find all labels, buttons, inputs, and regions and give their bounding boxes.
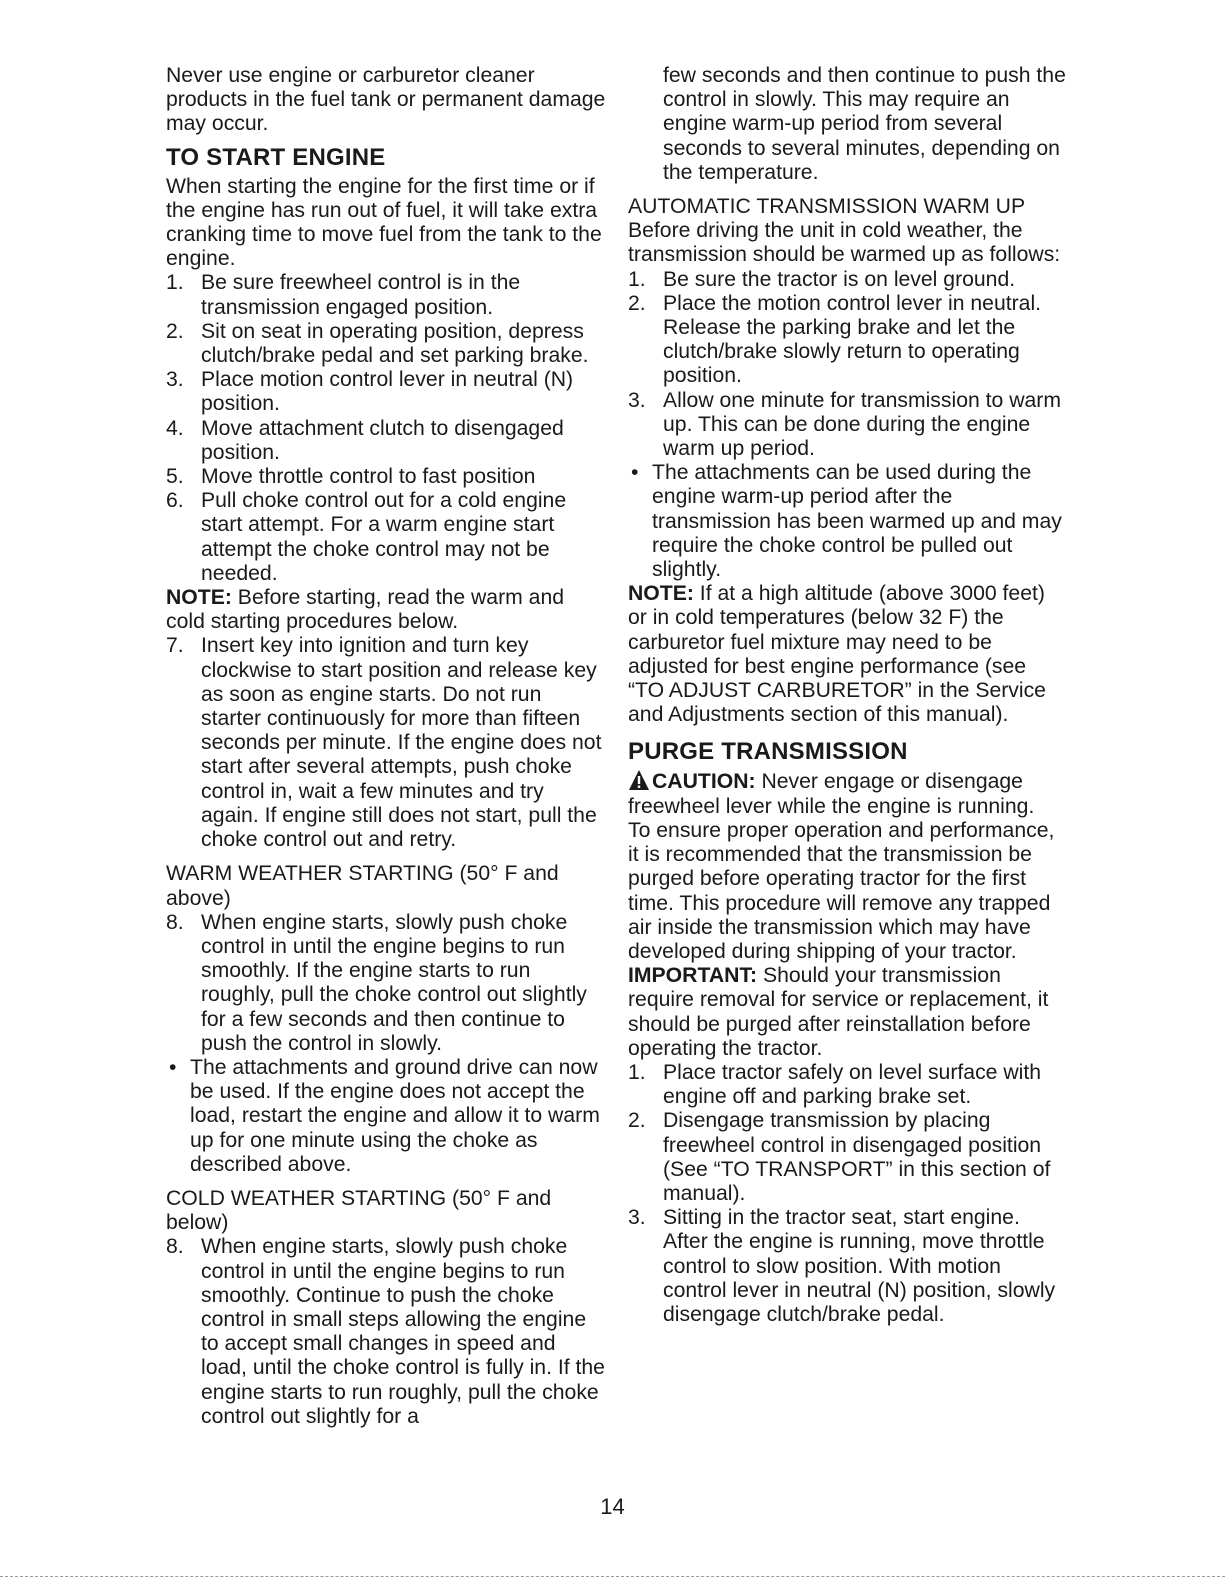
list-item: 5. Move throttle control to fast position	[166, 465, 536, 489]
important-paragraph: IMPORTANT: Should your transmission require removal for service or replacement, it should be purged after reinstallation before operating the tractor.	[628, 964, 1049, 1060]
list-item: 3. Allow one minute for transmission to warm up. This can be done during the engine warm up period.	[628, 388, 1062, 461]
to-start-engine-heading: TO START ENGINE	[166, 143, 386, 171]
warning-triangle-icon	[628, 769, 650, 791]
important-label: IMPORTANT:	[628, 964, 758, 988]
start-steps-list	[166, 271, 606, 586]
page-number: 14	[600, 1494, 625, 1519]
note-label: NOTE:	[166, 586, 232, 610]
list-item: 8. When engine starts, slowly push choke control in until the engine begins to run smoothly. If the engine starts to run roughly, pull the choke control out slightly for a few seconds and then continue to push the control in slowly.	[166, 910, 587, 1055]
bottom-divider	[0, 1576, 1225, 1577]
bullet-icon: •	[169, 1055, 177, 1079]
bullet-icon: •	[631, 461, 639, 485]
list-item: 2. Disengage transmission by placing freewheel control in disengaged position (See “TO TRANSPORT” in this section of manual).	[628, 1109, 1051, 1205]
left-column	[166, 64, 606, 1429]
altitude-note-paragraph: NOTE: If at a high altitude (above 3000 feet) or in cold temperatures (below 32 F) the carburetor fuel mixture may need to be adjusted for best engine performance (see “TO ADJUST CARBURETOR” in the Service and Adjustments section of this manual).	[628, 582, 1046, 727]
purge-transmission-heading: PURGE TRANSMISSION	[628, 738, 908, 766]
list-item: 8. When engine starts, slowly push choke control in until the engine begins to run smoothly. Continue to push the choke control in small steps allowing the engine to accept small changes in speed and load, until the choke control is fully in. If the engine starts to run roughly, pull the choke control out slightly for a	[166, 1235, 605, 1428]
warm-bullet: • The attachments and ground drive can now be used. If the engine does not accept the load, restart the engine and allow it to warm up for one minute using the choke as described above.	[169, 1055, 600, 1176]
cold-weather-heading: COLD WEATHER STARTING (50° F and below)	[166, 1186, 552, 1235]
cold-steps-list	[166, 1235, 606, 1429]
note-label: NOTE:	[628, 582, 694, 606]
intro-paragraph: Never use engine or carburetor cleaner products in the fuel tank or permanent damage may occur.	[166, 64, 606, 136]
list-item: 1. Be sure the tractor is on level ground.	[628, 267, 1016, 291]
list-item: 2. Sit on seat in operating position, depress clutch/brake pedal and set parking brake.	[166, 319, 589, 368]
purge-paragraph: To ensure proper operation and performance, it is recommended that the transmission be purged before operating tractor for the first time. This procedure will remove any trapped air inside the transmission which may have developed during shipping of your tractor.	[628, 818, 1055, 963]
list-item: 4. Move attachment clutch to disengaged position.	[166, 416, 564, 464]
list-item: 3. Place motion control lever in neutral (N) position.	[166, 368, 574, 416]
list-item: 7. Insert key into ignition and turn key clockwise to start position and release key as soon as engine starts. Do not run starter continuously for more than fifteen seconds per minute. If the engine does not start after several attempts, push choke control in, wait a few minutes and try again. If engine still does not start, pull the choke control out and retry.	[166, 634, 602, 852]
automatic-transmission-paragraph: Before driving the unit in cold weather, the transmission should be warmed up as follows:	[628, 219, 1061, 267]
right-column	[628, 64, 1068, 1327]
auto-bullet: • The attachments can be used during the engine warm-up period after the transmission has been warmed up and may require the choke control be pulled out slightly.	[631, 461, 1062, 582]
list-item: 3. Sitting in the tractor seat, start engine. After the engine is running, move throttle control to slow position. With motion control lever in neutral (N) position, slowly disengage clutch/brake pedal.	[628, 1206, 1056, 1326]
caution-label: CAUTION:	[652, 770, 756, 794]
warm-weather-heading: WARM WEATHER STARTING (50° F and above)	[166, 862, 559, 910]
automatic-transmission-heading: AUTOMATIC TRANSMISSION WARM UP	[628, 195, 1026, 219]
list-item: 1. Place tractor safely on level surface with engine off and parking brake set.	[628, 1060, 1042, 1109]
caution-paragraph: CAUTION: Never engage or disengage freewheel lever while the engine is running.	[628, 770, 1035, 818]
purge-steps-list	[628, 1061, 1068, 1327]
continued-paragraph: few seconds and then continue to push the control in slowly. This may require an engine warm-up period from several seconds to several minutes, depending on the temperature.	[663, 64, 1066, 184]
warm-steps-list	[166, 911, 606, 1056]
note-paragraph: NOTE: Before starting, read the warm and cold starting procedures below.	[166, 586, 565, 634]
list-item: 6. Pull choke control out for a cold engine start attempt. For a warm engine start attempt the choke control may not be needed.	[166, 489, 567, 585]
step-seven-list	[166, 634, 606, 852]
auto-steps-list	[628, 268, 1068, 462]
list-item: 2. Place the motion control lever in neutral. Release the parking brake and let the clutch/brake slowly return to operating position.	[628, 291, 1042, 388]
start-engine-paragraph: When starting the engine for the first time or if the engine has run out of fuel, it will take extra cranking time to move fuel from the tank to the engine.	[166, 174, 602, 271]
list-item: 1. Be sure freewheel control is in the transmission engaged position.	[166, 271, 521, 319]
